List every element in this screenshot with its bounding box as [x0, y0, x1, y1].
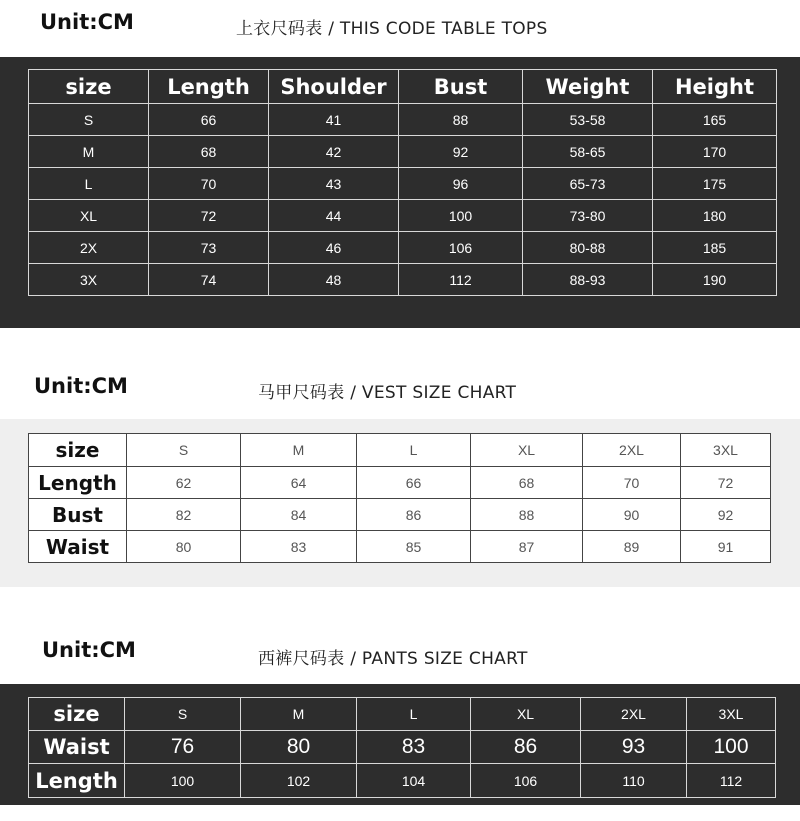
table-row [29, 698, 776, 731]
table-cell: L [357, 698, 471, 731]
table-cell: 83 [241, 531, 357, 563]
vest-unit-label: Unit:CM [34, 374, 128, 398]
table-cell: 91 [681, 531, 771, 563]
table-cell: 106 [399, 232, 523, 264]
pants-unit-label: Unit:CM [42, 638, 136, 662]
vest-row-label: Length [29, 467, 127, 499]
table-cell: XL [471, 434, 583, 467]
tops-header-weight: Weight [523, 70, 653, 104]
table-cell: 92 [681, 499, 771, 531]
tops-header-shoulder: Shoulder [269, 70, 399, 104]
table-row [29, 104, 777, 136]
table-cell: 2XL [581, 698, 687, 731]
table-cell: 104 [357, 764, 471, 798]
vest-row-label: Bust [29, 499, 127, 531]
table-cell: 100 [399, 200, 523, 232]
tops-unit-label: Unit:CM [40, 10, 134, 34]
table-cell: 89 [583, 531, 681, 563]
vest-row-label: Waist [29, 531, 127, 563]
table-cell: 100 [125, 764, 241, 798]
table-cell: 92 [399, 136, 523, 168]
table-row [29, 764, 776, 798]
table-row [29, 136, 777, 168]
pants-row-label: Length [29, 764, 125, 798]
table-cell: 58-65 [523, 136, 653, 168]
tops-header-bust: Bust [399, 70, 523, 104]
table-cell: 42 [269, 136, 399, 168]
table-cell: 3XL [687, 698, 776, 731]
table-row [29, 531, 771, 563]
table-cell: 82 [127, 499, 241, 531]
table-cell: 74 [149, 264, 269, 296]
table-cell: 80 [127, 531, 241, 563]
table-cell: 80-88 [523, 232, 653, 264]
table-cell: 53-58 [523, 104, 653, 136]
table-row [29, 467, 771, 499]
table-cell: 41 [269, 104, 399, 136]
table-cell: 88-93 [523, 264, 653, 296]
table-cell: 73-80 [523, 200, 653, 232]
table-cell: L [29, 168, 149, 200]
table-row [29, 264, 777, 296]
table-cell: 175 [653, 168, 777, 200]
table-cell: 106 [471, 764, 581, 798]
pants-row-label: size [29, 698, 125, 731]
table-cell: M [29, 136, 149, 168]
pants-row-label: Waist [29, 731, 125, 764]
vest-size-table [28, 433, 771, 563]
table-cell: 46 [269, 232, 399, 264]
table-cell: 68 [471, 467, 583, 499]
table-cell: 86 [357, 499, 471, 531]
table-row [29, 434, 771, 467]
table-row [29, 731, 776, 764]
table-cell: 112 [399, 264, 523, 296]
tops-header-size: size [29, 70, 149, 104]
table-cell: 110 [581, 764, 687, 798]
table-cell: 93 [581, 731, 687, 764]
table-cell: 65-73 [523, 168, 653, 200]
table-cell: 87 [471, 531, 583, 563]
pants-caption: 西裤尺码表 / PANTS SIZE CHART [258, 649, 528, 669]
table-cell: 180 [653, 200, 777, 232]
vest-row-label: size [29, 434, 127, 467]
table-row [29, 232, 777, 264]
tops-header-row [29, 70, 777, 104]
table-cell: 88 [471, 499, 583, 531]
table-cell: 190 [653, 264, 777, 296]
table-cell: S [125, 698, 241, 731]
table-cell: 100 [687, 731, 776, 764]
table-cell: 72 [681, 467, 771, 499]
table-cell: 86 [471, 731, 581, 764]
table-cell: 84 [241, 499, 357, 531]
table-cell: S [127, 434, 241, 467]
tops-caption: 上衣尺码表 / THIS CODE TABLE TOPS [236, 19, 548, 39]
table-cell: XL [29, 200, 149, 232]
table-cell: 96 [399, 168, 523, 200]
table-cell: 90 [583, 499, 681, 531]
table-cell: 72 [149, 200, 269, 232]
vest-caption: 马甲尺码表 / VEST SIZE CHART [258, 383, 517, 403]
table-cell: M [241, 698, 357, 731]
table-cell: 66 [357, 467, 471, 499]
table-cell: 48 [269, 264, 399, 296]
table-cell: 70 [583, 467, 681, 499]
table-cell: 2XL [583, 434, 681, 467]
table-cell: 170 [653, 136, 777, 168]
table-cell: S [29, 104, 149, 136]
tops-header-height: Height [653, 70, 777, 104]
table-row [29, 499, 771, 531]
table-row [29, 200, 777, 232]
table-cell: 68 [149, 136, 269, 168]
table-cell: 85 [357, 531, 471, 563]
table-cell: 76 [125, 731, 241, 764]
table-cell: XL [471, 698, 581, 731]
table-cell: 2X [29, 232, 149, 264]
tops-size-table [28, 69, 777, 296]
table-cell: M [241, 434, 357, 467]
table-cell: 70 [149, 168, 269, 200]
pants-size-table [28, 697, 776, 798]
tops-header-length: Length [149, 70, 269, 104]
table-cell: 165 [653, 104, 777, 136]
table-cell: L [357, 434, 471, 467]
table-cell: 80 [241, 731, 357, 764]
table-cell: 66 [149, 104, 269, 136]
table-cell: 185 [653, 232, 777, 264]
table-cell: 3XL [681, 434, 771, 467]
table-cell: 44 [269, 200, 399, 232]
table-cell: 62 [127, 467, 241, 499]
table-cell: 112 [687, 764, 776, 798]
table-cell: 102 [241, 764, 357, 798]
table-cell: 43 [269, 168, 399, 200]
table-row [29, 168, 777, 200]
table-cell: 83 [357, 731, 471, 764]
table-cell: 3X [29, 264, 149, 296]
table-cell: 64 [241, 467, 357, 499]
table-cell: 88 [399, 104, 523, 136]
table-cell: 73 [149, 232, 269, 264]
